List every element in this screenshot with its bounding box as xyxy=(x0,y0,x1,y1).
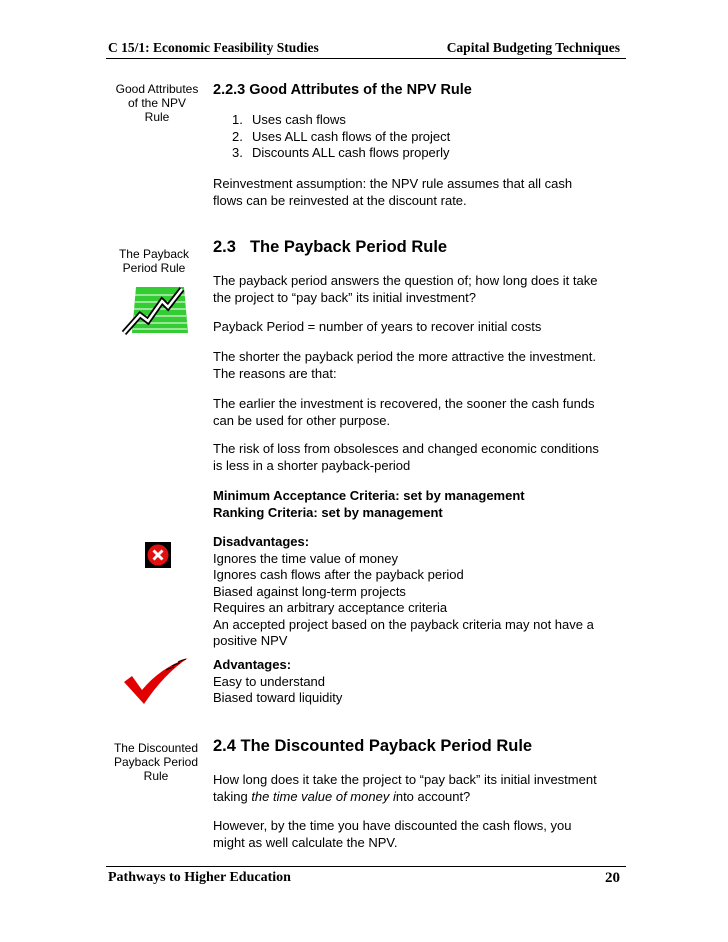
margin-note-discounted xyxy=(112,741,200,783)
risk-paragraph: The risk of loss from obsolesces and changed economic conditions is less in a shorter payback-period xyxy=(213,441,599,473)
red-x-icon xyxy=(145,542,171,568)
heading-payback-rule xyxy=(213,238,447,257)
list-item: 2. Uses ALL cash flows of the project xyxy=(232,128,451,144)
list-item: Requires an arbitrary acceptance criteria xyxy=(213,600,448,615)
footer-rule xyxy=(106,866,626,867)
list-item: Biased toward liquidity xyxy=(213,690,343,705)
header-topic: Capital Budgeting Techniques xyxy=(446,40,620,55)
advantages-title: Advantages: xyxy=(213,657,292,672)
page-footer xyxy=(108,870,620,890)
list-item: Ignores the time value of money xyxy=(213,550,398,566)
margin-note-line: The Discounted xyxy=(113,741,199,755)
heading-title: The Payback Period Rule xyxy=(249,238,448,256)
red-checkmark-icon xyxy=(122,656,190,706)
margin-note-line: Rule xyxy=(143,769,169,783)
margin-note-line: The Payback xyxy=(118,247,190,261)
margin-note-payback xyxy=(114,247,194,275)
margin-note-line: Period Rule xyxy=(122,261,186,275)
reinvestment-paragraph: Reinvestment assumption: the NPV rule assumes that all cash flows can be reinvested at the discount rate. xyxy=(213,176,573,208)
header-rule xyxy=(106,58,626,59)
npv-attributes-list xyxy=(232,112,450,162)
page-number: 20 xyxy=(605,870,620,886)
heading-npv-attributes: 2.2.3 Good Attributes of the NPV Rule xyxy=(213,82,472,98)
disadvantages-title: Disadvantages: xyxy=(213,534,310,549)
disadvantages-block xyxy=(213,534,618,650)
earlier-recovery-paragraph: The earlier the investment is recovered, the sooner the cash funds can be used for other purpose. xyxy=(213,396,595,428)
margin-note-line: Good Attributes xyxy=(115,82,199,96)
npv-comparison-paragraph: However, by the time you have discounted the cash flows, you might as well calculate the NPV. xyxy=(213,818,572,850)
list-item: Ignores cash flows after the payback period xyxy=(213,567,464,582)
heading-discounted-payback: 2.4 The Discounted Payback Period Rule xyxy=(213,737,533,755)
list-item: Easy to understand xyxy=(213,673,326,689)
header-course: C 15/1: Economic Feasibility Studies xyxy=(108,40,319,55)
list-item: 1. Uses cash flows xyxy=(232,112,346,127)
margin-note-line: Payback Period xyxy=(113,755,199,769)
footer-title: Pathways to Higher Education xyxy=(108,870,291,885)
margin-note-line: of the NPV Rule xyxy=(127,96,187,124)
page-header xyxy=(108,40,626,58)
list-item: positive NPV xyxy=(213,633,288,648)
payback-question-paragraph: The payback period answers the question of; how long does it take the project to “pay back” its initial investment? xyxy=(213,273,598,305)
criteria-paragraph: Minimum Acceptance Criteria: set by management Ranking Criteria: set by management xyxy=(213,488,525,520)
payback-definition: Payback Period = number of years to recover initial costs xyxy=(213,319,542,334)
heading-number: 2.3 xyxy=(213,238,236,256)
shorter-payback-paragraph: The shorter the payback period the more attractive the investment. The reasons are that: xyxy=(213,349,596,381)
margin-note-npv xyxy=(114,82,200,124)
discounted-question-paragraph: How long does it take the project to “pay back” its initial investment taking the time value of money into account? xyxy=(213,772,597,804)
list-item: An accepted project based on the payback criteria may not have a xyxy=(213,616,594,632)
rising-chart-icon xyxy=(118,285,190,339)
list-item: 3. Discounts ALL cash flows properly xyxy=(232,145,450,160)
advantages-block xyxy=(213,657,618,707)
list-item: Biased against long-term projects xyxy=(213,583,406,599)
emphasis-text: the time value of money i xyxy=(251,788,396,804)
